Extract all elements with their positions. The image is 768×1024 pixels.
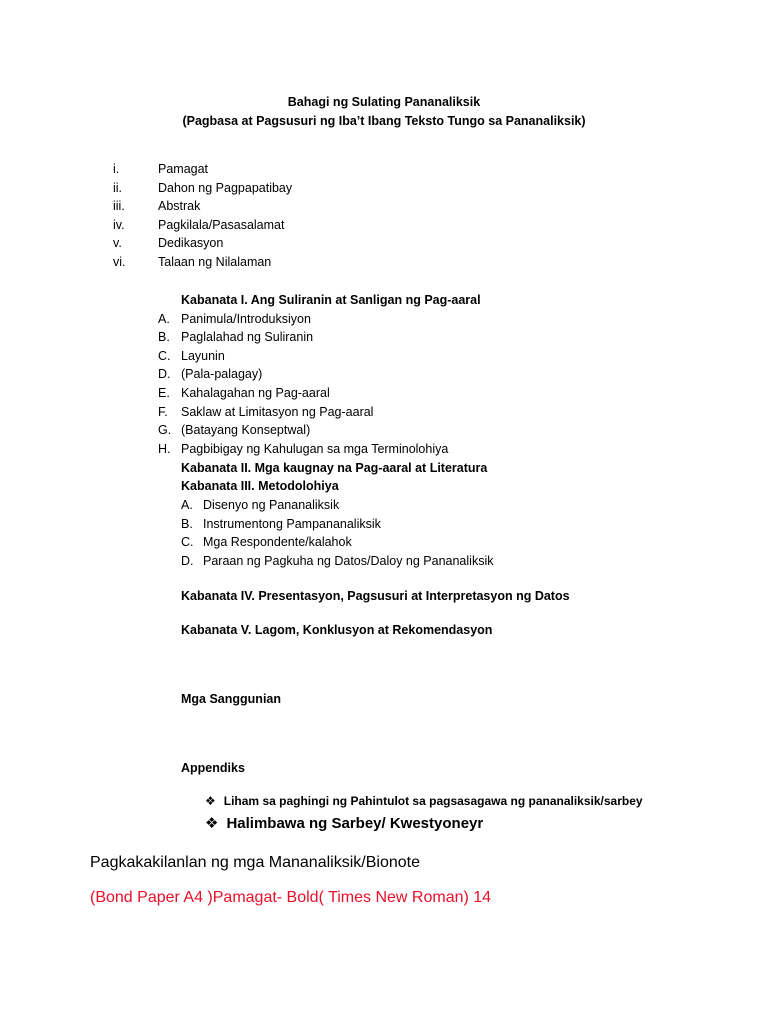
- item-label: (Pala-palagay): [181, 367, 263, 381]
- references-heading: Mga Sanggunian: [181, 692, 281, 706]
- list-item: [0, 404, 768, 422]
- item-number: i.: [113, 162, 120, 176]
- item-label: Pagbibigay ng Kahulugan sa mga Terminolohiya: [181, 442, 449, 456]
- item-number: vi.: [113, 255, 126, 269]
- diamond-bullet-icon: ❖: [205, 815, 219, 832]
- chapter-1-heading: Kabanata I. Ang Suliranin at Sanligan ng Pag-aaral: [181, 293, 481, 307]
- list-item: [0, 553, 768, 571]
- list-item: [0, 534, 768, 552]
- item-letter: C.: [181, 535, 194, 549]
- item-letter: A.: [181, 498, 193, 512]
- chapter-3-heading: Kabanata III. Metodolohiya: [181, 479, 339, 493]
- chapter-2-heading: Kabanata II. Mga kaugnay na Pag-aaral at Literatura: [181, 461, 488, 475]
- list-item: [0, 180, 768, 198]
- item-number: iv.: [113, 218, 125, 232]
- item-letter: C.: [158, 349, 171, 363]
- item-label: Pamagat: [158, 162, 209, 176]
- item-letter: B.: [181, 517, 193, 531]
- item-letter: B.: [158, 330, 170, 344]
- item-label: Instrumentong Pampananaliksik: [203, 517, 381, 531]
- item-label: Dedikasyon: [158, 236, 224, 250]
- document-subtitle: (Pagbasa at Pagsusuri ng Iba’t Ibang Teksto Tungo sa Pananaliksik): [182, 114, 586, 128]
- item-label: Saklaw at Limitasyon ng Pag-aaral: [181, 405, 374, 419]
- list-item: [0, 497, 768, 515]
- item-letter: F.: [158, 405, 168, 419]
- item-label: (Batayang Konseptwal): [181, 423, 311, 437]
- item-letter: E.: [158, 386, 170, 400]
- item-letter: G.: [158, 423, 172, 437]
- list-item: [0, 516, 768, 534]
- list-item: [0, 329, 768, 347]
- chapter-4-heading: Kabanata IV. Presentasyon, Pagsusuri at Interpretasyon ng Datos: [181, 589, 570, 603]
- item-number: v.: [113, 236, 122, 250]
- list-item: [0, 422, 768, 440]
- item-letter: D.: [181, 554, 194, 568]
- appendix-item: [205, 793, 643, 809]
- item-label: Layunin: [181, 349, 225, 363]
- item-label: Panimula/Introduksiyon: [181, 312, 311, 326]
- item-label: Dahon ng Pagpapatibay: [158, 181, 293, 195]
- item-label: Mga Respondente/kalahok: [203, 535, 352, 549]
- list-item: [0, 217, 768, 235]
- list-item: [0, 348, 768, 366]
- item-label: Disenyo ng Pananaliksik: [203, 498, 340, 512]
- appendix-heading: Appendiks: [181, 761, 245, 775]
- item-label: Pagkilala/Pasasalamat: [158, 218, 285, 232]
- list-item: [0, 254, 768, 272]
- item-letter: D.: [158, 367, 171, 381]
- appendix-item-label: Halimbawa ng Sarbey/ Kwestyoneyr: [226, 815, 484, 832]
- bionote-heading: Pagkakakilanlan ng mga Mananaliksik/Bionote: [90, 854, 420, 871]
- list-item: [0, 311, 768, 329]
- formatting-note: (Bond Paper A4 )Pamagat- Bold( Times New Roman) 14: [90, 889, 492, 906]
- item-label: Kahalagahan ng Pag-aaral: [181, 386, 330, 400]
- list-item: [0, 366, 768, 384]
- list-item: [0, 161, 768, 179]
- list-item: [0, 441, 768, 459]
- list-item: [0, 235, 768, 253]
- chapter-5-heading: Kabanata V. Lagom, Konklusyon at Rekomendasyon: [181, 623, 493, 637]
- item-letter: A.: [158, 312, 170, 326]
- appendix-item-label: Liham sa paghingi ng Pahintulot sa pagsasagawa ng pananaliksik/sarbey: [223, 794, 643, 808]
- item-label: Talaan ng Nilalaman: [158, 255, 272, 269]
- document-title: Bahagi ng Sulating Pananaliksik: [287, 95, 481, 109]
- item-letter: H.: [158, 442, 171, 456]
- item-label: Paglalahad ng Suliranin: [181, 330, 314, 344]
- item-number: iii.: [113, 199, 125, 213]
- diamond-bullet-icon: ❖: [205, 794, 216, 808]
- item-number: ii.: [113, 181, 123, 195]
- list-item: [0, 198, 768, 216]
- list-item: [0, 385, 768, 403]
- appendix-item: [205, 814, 483, 834]
- item-label: Paraan ng Pagkuha ng Datos/Daloy ng Pananaliksik: [203, 554, 494, 568]
- item-label: Abstrak: [158, 199, 201, 213]
